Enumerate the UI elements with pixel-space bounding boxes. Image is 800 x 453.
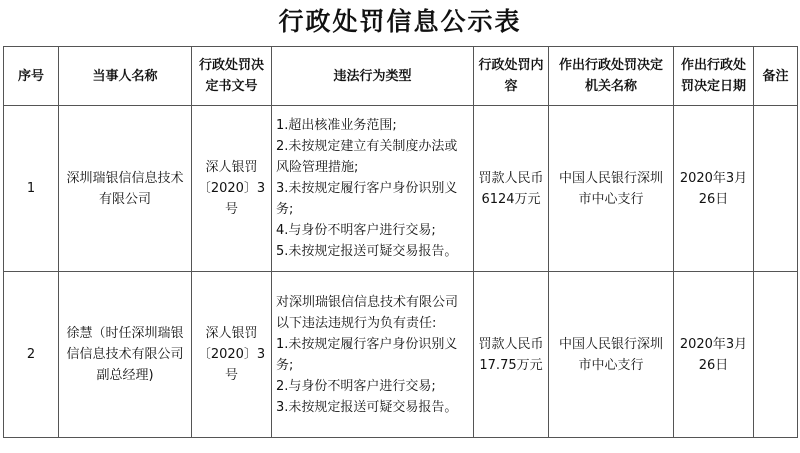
cell-party: 徐慧（时任深圳瑞银信信息技术有限公司副总经理) — [59, 272, 192, 438]
violation-item: 1.未按规定履行客户身份识别义务; — [276, 336, 458, 373]
cell-violation — [272, 272, 474, 438]
header-doc-no: 行政处罚决定书文号 — [192, 47, 272, 106]
violation-item: 1.超出核准业务范围; — [276, 118, 397, 133]
violation-item: 对深圳瑞银信信息技术有限公司以下违法违规行为负有责任: — [276, 294, 459, 331]
cell-authority: 中国人民银行深圳市中心支行 — [549, 106, 674, 272]
cell-doc-no: 深人银罚〔2020〕3号 — [192, 272, 272, 438]
header-penalty: 行政处罚内容 — [474, 47, 549, 106]
table-row — [4, 106, 798, 272]
violation-item: 5.未按规定报送可疑交易报告。 — [276, 244, 458, 259]
violation-item: 2.未按规定建立有关制度办法或风险管理措施; — [276, 139, 458, 175]
header-violation: 违法行为类型 — [272, 47, 474, 106]
cell-seq: 2 — [4, 272, 59, 438]
table-header-row — [4, 47, 798, 106]
violation-item: 3.未按规定履行客户身份识别义务; — [276, 181, 458, 217]
cell-date: 2020年3月26日 — [674, 272, 754, 438]
cell-penalty: 罚款人民币17.75万元 — [474, 272, 549, 438]
cell-party: 深圳瑞银信信息技术有限公司 — [59, 106, 192, 272]
cell-doc-no: 深人银罚〔2020〕3号 — [192, 106, 272, 272]
cell-note — [754, 272, 798, 438]
violation-item: 2.与身份不明客户进行交易; — [276, 378, 436, 394]
header-party: 当事人名称 — [59, 47, 192, 106]
cell-date: 2020年3月26日 — [674, 106, 754, 272]
cell-violation — [272, 106, 474, 272]
cell-penalty: 罚款人民币6124万元 — [474, 106, 549, 272]
violation-item: 3.未按规定报送可疑交易报告。 — [276, 399, 458, 415]
violation-item: 4.与身份不明客户进行交易; — [276, 223, 436, 238]
cell-authority: 中国人民银行深圳市中心支行 — [549, 272, 674, 438]
cell-note — [754, 106, 798, 272]
header-date: 作出行政处罚决定日期 — [674, 47, 754, 106]
table-row — [4, 272, 798, 438]
header-seq: 序号 — [4, 47, 59, 106]
page-title: 行政处罚信息公示表 — [278, 7, 522, 36]
header-authority: 作出行政处罚决定机关名称 — [549, 47, 674, 106]
penalty-table — [3, 46, 798, 438]
cell-seq: 1 — [4, 106, 59, 272]
header-note: 备注 — [754, 47, 798, 106]
